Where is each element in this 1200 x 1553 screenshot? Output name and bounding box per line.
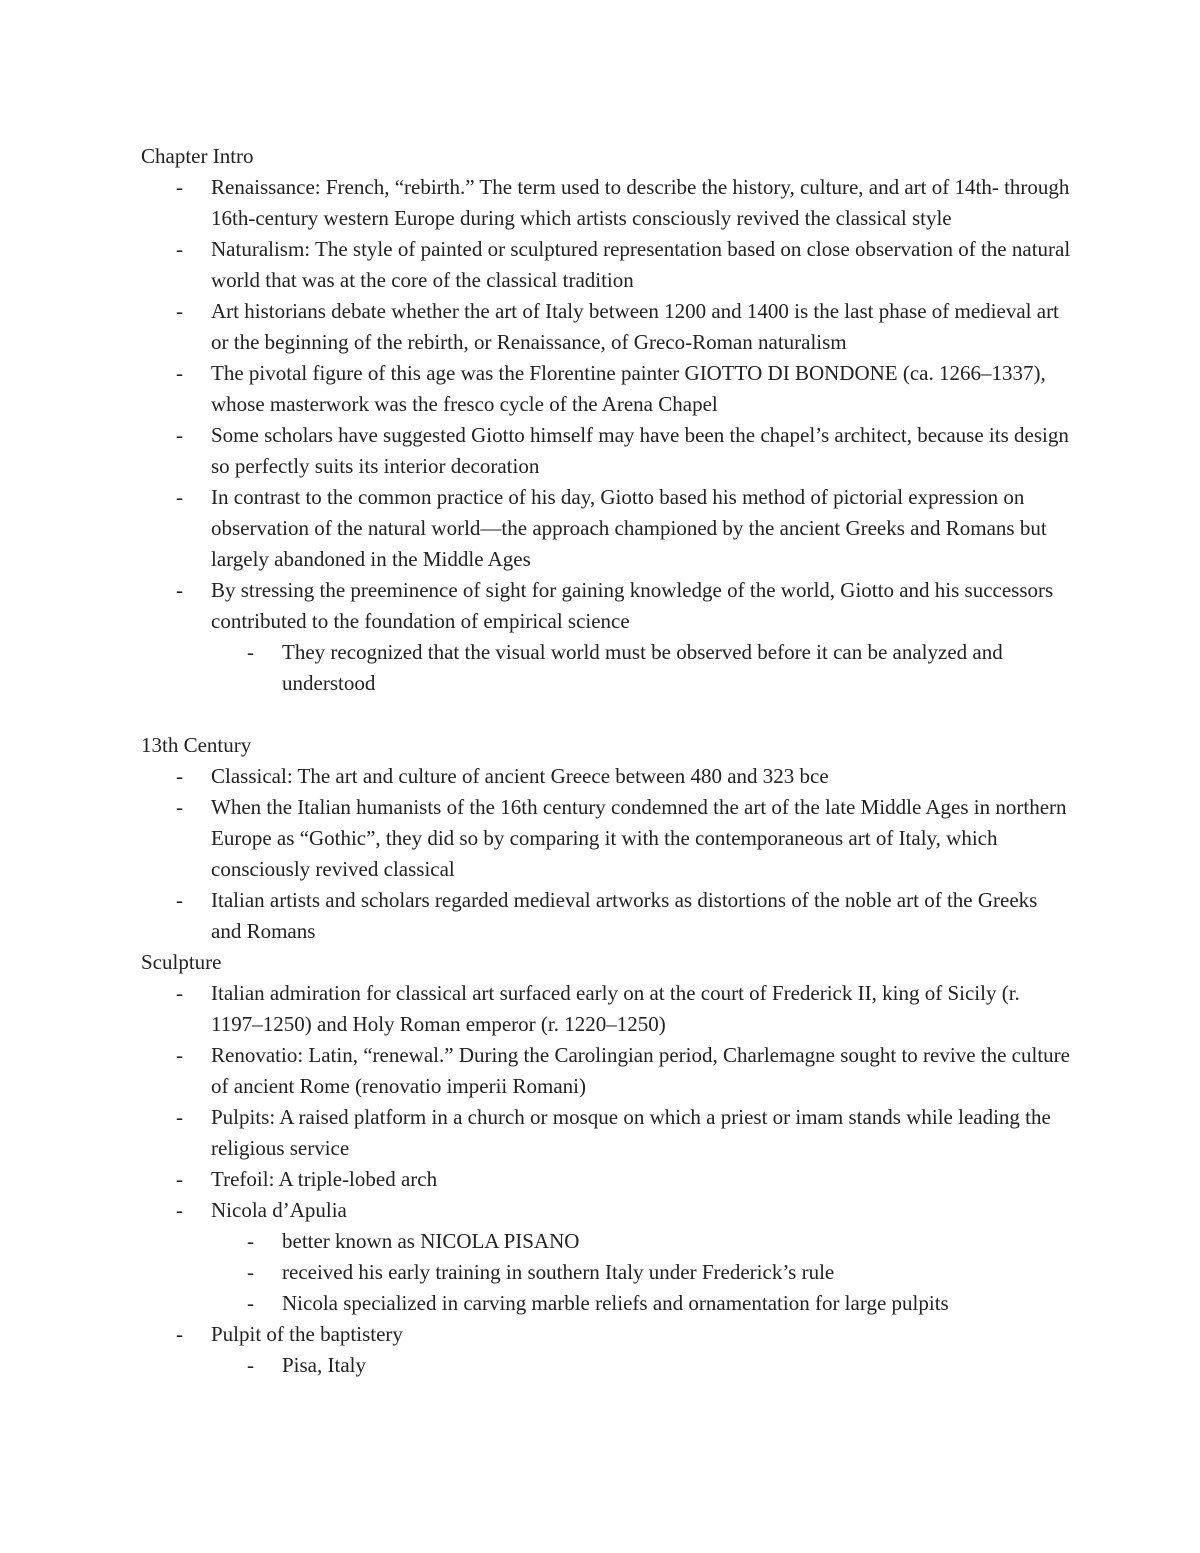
dash-bullet-icon: - xyxy=(176,1105,183,1129)
list-item xyxy=(141,885,1071,947)
list-item xyxy=(141,978,1071,1040)
list-item-text: Italian admiration for classical art surfaced early on at the court of Frederick II, king of Sicily (r. 1197–1250) and Holy Roman emperor (r. 1220–1250) xyxy=(211,981,1020,1036)
list-item-text: Art historians debate whether the art of Italy between 1200 and 1400 is the last phase of medieval art or the beginning of the rebirth, or Renaissance, of Greco-Roman naturalism xyxy=(211,299,1059,354)
section-heading: 13th Century xyxy=(141,733,252,757)
list-item xyxy=(141,792,1071,885)
sub-list-item-text: Pisa, Italy xyxy=(282,1353,366,1377)
dash-bullet-icon: - xyxy=(247,1353,254,1377)
list-item xyxy=(141,296,1071,358)
bullet-list xyxy=(141,761,1071,947)
list-item-text: The pivotal figure of this age was the Florentine painter GIOTTO DI BONDONE (ca. 1266–1337), whose masterwork was the fresco cycle of the Arena Chapel xyxy=(211,361,1046,416)
list-item xyxy=(141,358,1071,420)
list-item xyxy=(141,1319,1071,1381)
list-item xyxy=(141,234,1071,296)
section-heading: Sculpture xyxy=(141,950,222,974)
sub-bullet-list xyxy=(141,1350,1071,1381)
list-item xyxy=(141,1102,1071,1164)
list-item-text: Naturalism: The style of painted or sculptured representation based on close observation of the natural world that was at the core of the classical tradition xyxy=(211,237,1071,292)
dash-bullet-icon: - xyxy=(176,1198,183,1222)
dash-bullet-icon: - xyxy=(176,485,183,509)
list-item-text: By stressing the preeminence of sight for gaining knowledge of the world, Giotto and his successors contributed to the foundation of empirical science xyxy=(211,578,1054,633)
dash-bullet-icon: - xyxy=(247,640,254,664)
section-13th-century xyxy=(141,730,1071,947)
list-item-text: Pulpit of the baptistery xyxy=(211,1322,403,1346)
sub-bullet-list xyxy=(141,637,1071,699)
sub-list-item-text: Nicola specialized in carving marble reliefs and ornamentation for large pulpits xyxy=(282,1291,949,1315)
list-item-text: Renaissance: French, “rebirth.” The term used to describe the history, culture, and art of 14th- through 16th-century western Europe during which artists consciously revived the classical style xyxy=(211,175,1070,230)
sub-list-item xyxy=(141,1257,1071,1288)
section-chapter-intro xyxy=(141,141,1071,699)
sub-list-item xyxy=(141,1350,1071,1381)
list-item xyxy=(141,482,1071,575)
bullet-list xyxy=(141,172,1071,699)
list-item-text: When the Italian humanists of the 16th century condemned the art of the late Middle Ages in northern Europe as “Gothic”, they did so by comparing it with the contemporaneous art of Italy, which consciously revived classical xyxy=(211,795,1067,881)
list-item xyxy=(141,1040,1071,1102)
sub-list-item-text: They recognized that the visual world must be observed before it can be analyzed and understood xyxy=(282,640,1003,695)
dash-bullet-icon: - xyxy=(247,1229,254,1253)
list-item-text: Renovatio: Latin, “renewal.” During the Carolingian period, Charlemagne sought to revive the culture of ancient Rome (renovatio imperii Romani) xyxy=(211,1043,1070,1098)
list-item-text: Pulpits: A raised platform in a church or mosque on which a priest or imam stands while leading the religious service xyxy=(211,1105,1051,1160)
dash-bullet-icon: - xyxy=(176,1167,183,1191)
dash-bullet-icon: - xyxy=(176,1043,183,1067)
blank-line xyxy=(141,699,1071,730)
sub-list-item xyxy=(141,1226,1071,1257)
sub-list-item-text: better known as NICOLA PISANO xyxy=(282,1229,580,1253)
bullet-list xyxy=(141,978,1071,1381)
dash-bullet-icon: - xyxy=(176,981,183,1005)
list-item-text: Trefoil: A triple-lobed arch xyxy=(211,1167,438,1191)
dash-bullet-icon: - xyxy=(176,764,183,788)
list-item-text: Italian artists and scholars regarded medieval artworks as distortions of the noble art of the Greeks and Romans xyxy=(211,888,1038,943)
dash-bullet-icon: - xyxy=(176,1322,183,1346)
dash-bullet-icon: - xyxy=(176,423,183,447)
list-item-text: Nicola d’Apulia xyxy=(211,1198,347,1222)
dash-bullet-icon: - xyxy=(247,1260,254,1284)
dash-bullet-icon: - xyxy=(176,361,183,385)
list-item xyxy=(141,420,1071,482)
list-item-text: In contrast to the common practice of his day, Giotto based his method of pictorial expression on observation of the natural world—the approach championed by the ancient Greeks and Romans but largely abandoned in the Middle Ages xyxy=(211,485,1047,571)
list-item xyxy=(141,172,1071,234)
dash-bullet-icon: - xyxy=(176,237,183,261)
sub-list-item xyxy=(141,637,1071,699)
list-item xyxy=(141,575,1071,699)
dash-bullet-icon: - xyxy=(176,175,183,199)
list-item-text: Classical: The art and culture of ancient Greece between 480 and 323 bce xyxy=(211,764,829,788)
list-item xyxy=(141,1195,1071,1319)
section-sculpture xyxy=(141,947,1071,1381)
dash-bullet-icon: - xyxy=(176,578,183,602)
dash-bullet-icon: - xyxy=(176,795,183,819)
sub-list-item-text: received his early training in southern Italy under Frederick’s rule xyxy=(282,1260,835,1284)
sub-bullet-list xyxy=(141,1226,1071,1319)
section-heading: Chapter Intro xyxy=(141,144,254,168)
list-item xyxy=(141,761,1071,792)
dash-bullet-icon: - xyxy=(176,888,183,912)
sub-list-item xyxy=(141,1288,1071,1319)
dash-bullet-icon: - xyxy=(176,299,183,323)
list-item-text: Some scholars have suggested Giotto himself may have been the chapel’s architect, because its design so perfectly suits its interior decoration xyxy=(211,423,1069,478)
document-content xyxy=(141,141,1071,1381)
list-item xyxy=(141,1164,1071,1195)
dash-bullet-icon: - xyxy=(247,1291,254,1315)
